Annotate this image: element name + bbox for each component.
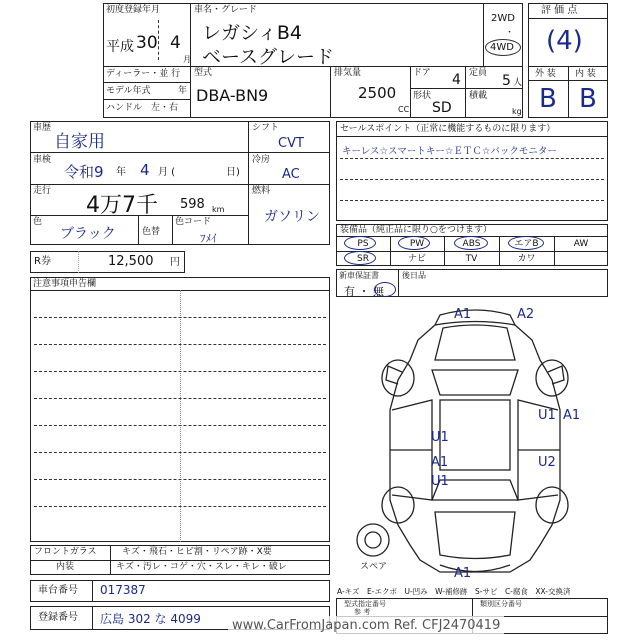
mark-right-top-2: A1 <box>563 408 581 423</box>
color-change-label: 色替 <box>142 227 161 237</box>
watermark: www.CarFromJapan.com Ref. CFJ2470419 <box>228 616 504 635</box>
color-code: ﾌﾒｲ <box>200 232 217 245</box>
equip-tv: TV <box>465 254 478 264</box>
usage: 自家用 <box>54 132 105 152</box>
dealer-label: ディーラー・並 行 <box>106 69 181 79</box>
mileage-label: 走行 <box>33 186 52 196</box>
capacity: 5 <box>502 73 511 89</box>
cc-unit: CC <box>398 105 410 114</box>
r-price: 12,500 <box>108 254 154 269</box>
km-unit: km <box>212 205 225 214</box>
displacement: 2500 <box>358 84 397 102</box>
r-price-label: R券 <box>34 256 51 267</box>
first-reg-label: 初度登録年月 <box>106 5 161 15</box>
type-designation-label: 型式指定番号 <box>344 600 386 608</box>
fuel: ガソリン <box>264 209 320 225</box>
interior-note-text: キズ・汚レ・コゲ・穴・スレ・キレ・破レ <box>116 562 287 572</box>
reference-label: 参 考 <box>354 608 371 616</box>
equip-ps: PS <box>357 239 369 249</box>
equip-pw: PW <box>409 239 425 249</box>
sales-points-label: セールスポイント（正常に機能するものに限ります） <box>340 124 556 134</box>
ac: AC <box>282 167 300 182</box>
mark-rear: A1 <box>454 566 472 581</box>
sales-points-text: キーレス☆スマートキー☆ＥＴＣ☆バックモニター <box>342 146 557 157</box>
inspection-month-unit: 月 ( <box>158 167 176 178</box>
era-label: 平成 <box>106 39 134 55</box>
interior-note-label: 内装 <box>56 562 75 572</box>
car-name-label: 車名・グレード <box>194 5 258 15</box>
warranty-value: 有 ・ 無 <box>344 285 384 298</box>
shift: CVT <box>278 136 304 151</box>
mark-left-lower: U1 <box>431 474 449 489</box>
color-label: 色 <box>33 217 43 227</box>
car-diagram <box>340 300 610 590</box>
interior-label: 内 装 <box>575 69 596 79</box>
r-price-unit: 円 <box>170 257 180 268</box>
ac-label: 冷房 <box>252 155 271 165</box>
exterior-label: 外 装 <box>535 69 556 79</box>
mark-right-mid: U2 <box>538 455 556 470</box>
warranty-circle <box>374 282 396 297</box>
shift-label: シフト <box>252 123 280 133</box>
glass-text: キズ・飛石・ヒビ割・リペア跡・X要 <box>122 547 272 557</box>
equip-leather: カワ <box>517 254 536 264</box>
load-label: 積載 <box>469 91 488 101</box>
color-code-label: 色コード <box>175 217 212 227</box>
plate-number: 広島 302 な 4099 <box>100 612 201 626</box>
month-unit: 月 <box>183 55 191 64</box>
notes-label: 注意事項申告欄 <box>33 279 97 289</box>
chassis-number: 017387 <box>100 583 146 597</box>
load-unit: kg <box>512 107 522 116</box>
exterior-grade: B <box>539 84 557 114</box>
inspection-year-unit: 年 <box>116 167 126 178</box>
equip-abs: ABS <box>462 239 481 249</box>
doors: 4 <box>452 72 461 88</box>
color: ブラック <box>60 226 116 242</box>
shape-label: 形状 <box>413 91 432 101</box>
circle-ps <box>344 236 376 250</box>
displacement-label: 排気量 <box>334 68 362 78</box>
circle-pw <box>398 236 430 250</box>
car-name: レガシィB4 <box>202 22 302 44</box>
score: (4) <box>546 26 583 56</box>
capacity-unit: 人 <box>513 78 523 88</box>
mark-front-left: A1 <box>454 307 472 322</box>
mark-left-mid: A1 <box>431 455 449 470</box>
era-year: 30 <box>136 33 158 53</box>
equip-navi: ナビ <box>407 254 426 264</box>
equip-sr: SR <box>357 254 369 264</box>
equip-aw: AW <box>573 239 589 249</box>
interior-grade: B <box>579 84 597 114</box>
grade: ベースグレード <box>202 46 335 68</box>
inspection-era: 令和9 <box>64 163 104 181</box>
type-label: 型式 <box>194 68 213 78</box>
chassis-label: 車台番号 <box>38 585 78 596</box>
category-label: 類別区分番号 <box>480 600 522 608</box>
year-unit: 年 <box>178 86 188 96</box>
inspection-label: 車検 <box>33 155 52 165</box>
model-year-label: モデル年式 <box>106 86 151 96</box>
circle-airbag <box>508 236 544 250</box>
equip-airbag: エアB <box>514 239 539 249</box>
mileage-number: 598 <box>180 197 205 212</box>
inspection-day-unit: 日) <box>226 167 240 178</box>
drive-4wd: 4WD <box>490 42 514 53</box>
inspection-month: 4 <box>140 161 150 179</box>
score-label: 評 価 点 <box>541 5 578 16</box>
circle-abs <box>454 236 488 250</box>
warranty-back-label: 後日品 <box>402 271 426 280</box>
plate-label: 登録番号 <box>38 612 78 623</box>
drive-2wd: 2WD <box>491 13 515 24</box>
equipment-label: 装備品（純正品に限り○をつけます） <box>340 225 492 235</box>
capacity-label: 定員 <box>469 68 488 78</box>
shape: SD <box>432 100 452 116</box>
warranty-new-label: 新車保証書 <box>339 271 379 280</box>
doors-label: ドア <box>413 68 431 78</box>
mileage-handwritten: 4万7千 <box>86 193 158 218</box>
reg-month: 4 <box>170 33 181 53</box>
damage-legend: A-キズ E-エクボ U-凹み W-補修跡 S-サビ C-腐食 XX-交換済 <box>337 587 571 596</box>
mark-right-top-1: U1 <box>538 408 556 423</box>
usage-label: 車歴 <box>33 123 52 133</box>
circle-sr <box>344 251 376 265</box>
glass-label: フロントガラス <box>34 547 97 557</box>
mark-front-right: A2 <box>517 307 535 322</box>
mark-left-upper: U1 <box>431 430 449 445</box>
model-code: DBA-BN9 <box>196 86 269 105</box>
spare-label: スペア <box>360 562 388 572</box>
fuel-label: 燃料 <box>252 186 271 196</box>
handle-label: ハンドル 左・右 <box>106 103 179 113</box>
